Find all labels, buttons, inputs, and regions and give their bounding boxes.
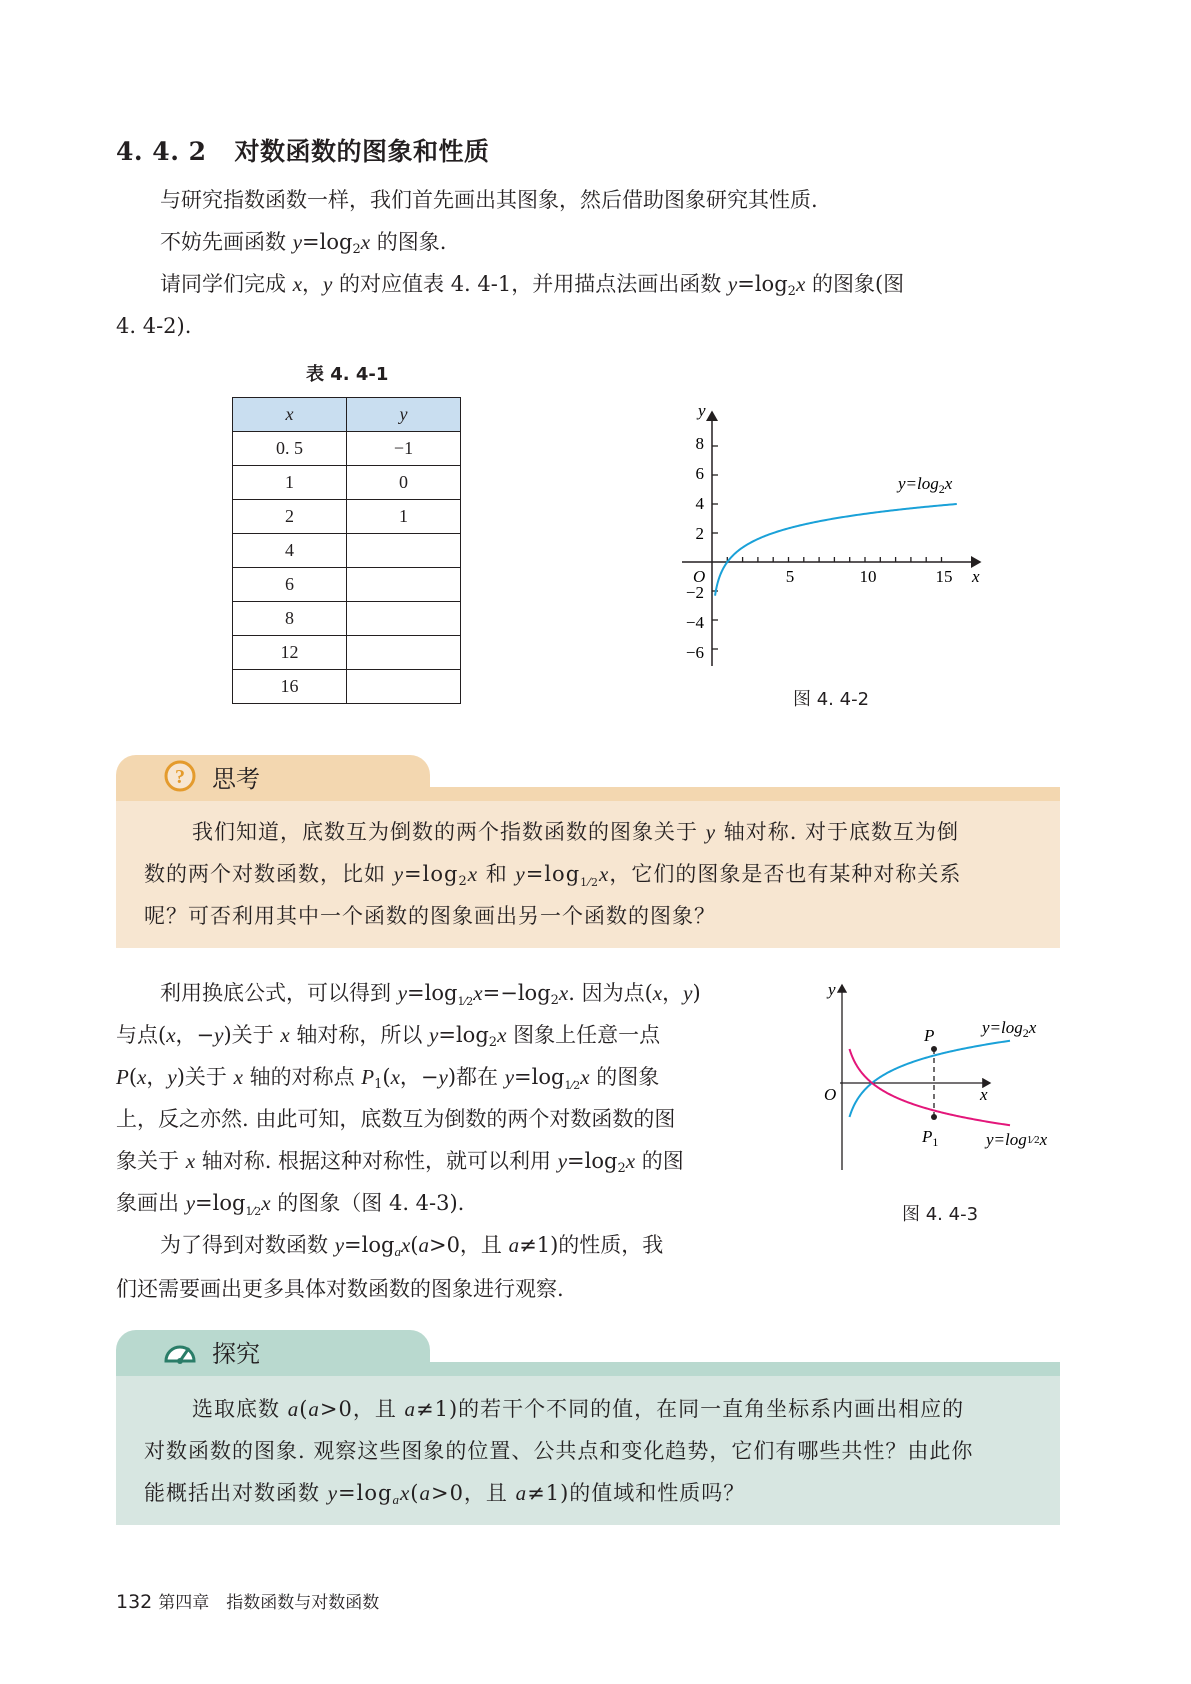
table-row: [233, 466, 461, 500]
table-cell: 0. 5: [233, 432, 347, 466]
table-row: [233, 670, 461, 704]
body2-line-2: 与点(x，−y)关于 x 轴对称，所以 $y=\log_2x$ 图象上任意一点: [116, 1023, 661, 1050]
point-P1: [931, 1114, 937, 1120]
table-cell: 12: [233, 636, 347, 670]
body2-line-3: P(x，y)关于 x 轴的对称点 $P_1(x$，−y)都在 y=log1⁄2x 的图象: [116, 1065, 660, 1092]
figure-symmetry-chart: [810, 975, 1065, 1175]
section-title: 对数函数的图象和性质: [234, 137, 490, 166]
think-line-1: 我们知道，底数互为倒数的两个指数函数的图象关于 y 轴对称. 对于底数互为倒: [192, 820, 960, 844]
body2-line-4: 上，反之亦然. 由此可知，底数互为倒数的两个对数函数的图: [116, 1107, 676, 1131]
think-line-3: 呢？可否利用其中一个函数的图象画出另一个函数的图象？: [144, 904, 716, 928]
y-tick-label: −6: [685, 643, 704, 662]
intro-line-2: 不妨先画函数 $y=\log_2x$ 的图象.: [160, 230, 447, 257]
y-tick-label: 2: [695, 524, 704, 543]
table-cell: 1: [233, 466, 347, 500]
y-axis-label: y: [828, 980, 836, 999]
explore-box: [116, 1330, 1060, 1525]
svg-text:?: ?: [175, 766, 185, 788]
intro-line-4: 4. 4-2).: [116, 314, 192, 338]
explore-line-1: 选取底数 a(a>0，且 a≠1)的若干个不同的值，在同一直角坐标系内画出相应的: [192, 1397, 965, 1421]
value-table: [232, 397, 461, 704]
log2-curve: [715, 504, 957, 596]
y-tick-label: −4: [685, 613, 704, 632]
table-cell: −1: [347, 432, 461, 466]
table-row: [233, 500, 461, 534]
page-footer: [116, 1588, 379, 1613]
body2-line-7: 为了得到对数函数 $y=\log_ax(a>0$，且 a≠1)的性质，我: [160, 1233, 664, 1259]
table-cell: [347, 670, 461, 704]
chapter-title: 第四章 指数函数与对数函数: [158, 1593, 380, 1613]
origin-label: O: [693, 567, 706, 586]
y-tick-label: −2: [685, 583, 704, 602]
think-box-title: 思考: [212, 765, 260, 793]
table-cell: 0: [347, 466, 461, 500]
x-tick-label: 10: [859, 567, 877, 586]
curve1-label: $y=\log_2x$: [982, 1018, 1037, 1040]
body2-line-8: 们还需要画出更多具体对数函数的图象进行观察.: [116, 1277, 564, 1301]
table-cell: 16: [233, 670, 347, 704]
table-cell: 4: [233, 534, 347, 568]
point-P: [931, 1046, 937, 1052]
log2-curve: [850, 1041, 1011, 1117]
curve2-label: y=log1⁄2x: [986, 1130, 1048, 1149]
table-header-row: [233, 398, 461, 432]
table-cell: [347, 534, 461, 568]
body2-line-6: 象画出 y=log1⁄2x 的图象（图 4. 4-3).: [116, 1191, 465, 1218]
y-tick-label: 6: [695, 464, 704, 483]
y-tick-marks: [712, 446, 718, 649]
section-number: 4. 4. 2: [116, 137, 207, 166]
table-cell: 1: [347, 500, 461, 534]
x-tick-label: 15: [935, 567, 953, 586]
table-header-y: y: [347, 398, 461, 432]
table-row: [233, 432, 461, 466]
table-title: 表 4. 4-1: [306, 364, 389, 385]
figure-log2-chart: [660, 400, 990, 680]
curve-label: $y=\log_2x$: [898, 474, 953, 496]
table-row: [233, 568, 461, 602]
think-box: [116, 755, 1060, 948]
table-cell: 8: [233, 602, 347, 636]
point-P-label: P: [924, 1026, 935, 1045]
body2-line-1: 利用换底公式，可以得到 $y=\log 1⁄2x=-\log_2x$. 因为点(x，y): [160, 981, 701, 1008]
body2-line-5: 象关于 x 轴对称. 根据这种对称性，就可以利用 $y=\log_2x$ 的图: [116, 1149, 684, 1176]
table-row: [233, 602, 461, 636]
question-icon: [164, 760, 196, 792]
table-row: [233, 534, 461, 568]
y-axis-label: y: [698, 401, 706, 420]
x-axis-label: x: [972, 567, 980, 586]
explore-line-3: 能概括出对数函数 $y=\log_ax(a>0$，且 a≠1)的值域和性质吗？: [144, 1481, 746, 1507]
table-cell: [347, 568, 461, 602]
table-row: [233, 636, 461, 670]
intro-line-3: 请同学们完成 x，y 的对应值表 4. 4-1，并用描点法画出函数 $y=\log_2x$ 的图象(图: [160, 272, 905, 299]
section-heading: [116, 132, 490, 168]
y-tick-label: 4: [695, 494, 704, 513]
explore-box-title: 探究: [212, 1340, 260, 1368]
origin-label: O: [824, 1085, 837, 1104]
table-cell: 6: [233, 568, 347, 602]
intro-line-1: 与研究指数函数一样，我们首先画出其图象，然后借助图象研究其性质.: [160, 188, 818, 212]
think-line-2: 数的两个对数函数，比如 $y=\log_2x$ 和 y=log1⁄2x，它们的图象是否也有某种对称关系: [144, 862, 962, 889]
table-header-x: x: [233, 398, 347, 432]
table-cell: [347, 636, 461, 670]
x-axis-label: x: [980, 1085, 988, 1104]
point-P1-label: $P_1$: [922, 1127, 939, 1149]
x-tick-label: 5: [785, 567, 795, 586]
figure-1-caption: 图 4. 4-2: [793, 689, 870, 710]
gauge-icon: [162, 1335, 198, 1367]
explore-line-2: 对数函数的图象. 观察这些图象的位置、公共点和变化趋势，它们有哪些共性？由此你: [144, 1439, 974, 1463]
page-number: 132: [116, 1591, 153, 1613]
y-tick-label: 8: [695, 434, 704, 453]
figure-2-caption: 图 4. 4-3: [902, 1204, 979, 1225]
table-cell: 2: [233, 500, 347, 534]
table-cell: [347, 602, 461, 636]
